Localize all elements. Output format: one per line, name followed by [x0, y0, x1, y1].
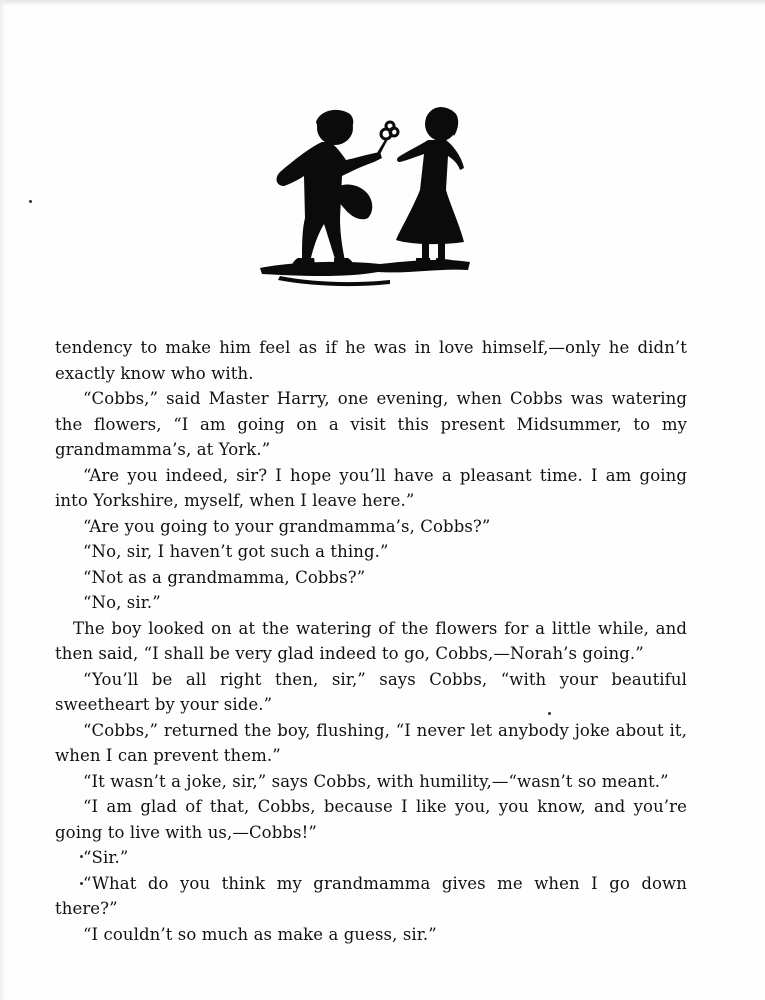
- paragraph-6: “Not as a grandmamma, Cobbs?”: [83, 567, 366, 587]
- paragraph-14: “What do you think my grandmamma gives me when I go down there?”: [55, 873, 687, 918]
- paragraph-1: tendency to make him feel as if he was in love himself,—only he didn’t exactly know who with.: [55, 338, 687, 383]
- silhouette-children-flower-icon: [250, 100, 480, 295]
- body-text: [55, 335, 687, 947]
- paragraph-9: “You’ll be all right then, sir,” says Cobbs, “with your beautiful sweetheart by your side.”: [55, 669, 687, 714]
- print-speck: [80, 855, 83, 858]
- paragraph-10: “Cobbs,” returned the boy, flushing, “I never let anybody joke about it, when I can prevent them.”: [55, 720, 687, 765]
- page-left-shadow: [0, 0, 5, 1000]
- paragraph-11: “It wasn’t a joke, sir,” says Cobbs, with humility,—“wasn’t so meant.”: [83, 771, 669, 791]
- print-speck: [29, 200, 32, 203]
- paragraph-15: “I couldn’t so much as make a guess, sir.”: [83, 924, 437, 944]
- print-speck: [548, 712, 551, 715]
- paragraph-4: “Are you going to your grandmamma’s, Cobbs?”: [83, 516, 491, 536]
- page-top-shadow: [0, 0, 765, 6]
- paragraph-3: “Are you indeed, sir? I hope you’ll have a pleasant time. I am going into Yorkshire, myself, when I leave here.”: [55, 465, 687, 510]
- paragraph-5: “No, sir, I haven’t got such a thing.”: [83, 542, 389, 561]
- print-speck: [80, 882, 83, 885]
- paragraph-12: “I am glad of that, Cobbs, because I like you, you know, and you’re going to live with us,—Cobbs!”: [55, 797, 687, 842]
- paragraph-2: “Cobbs,” said Master Harry, one evening, when Cobbs was watering the flowers, “I am going on a visit this present Midsummer, to my grandmamma’s, at York.”: [55, 389, 687, 459]
- paragraph-13: “Sir.”: [83, 848, 129, 867]
- paragraph-8: The boy looked on at the watering of the flowers for a little while, and then said, “I shall be very glad indeed to go, Cobbs,—Norah’s going.”: [55, 618, 687, 663]
- paragraph-7: “No, sir.”: [83, 593, 161, 612]
